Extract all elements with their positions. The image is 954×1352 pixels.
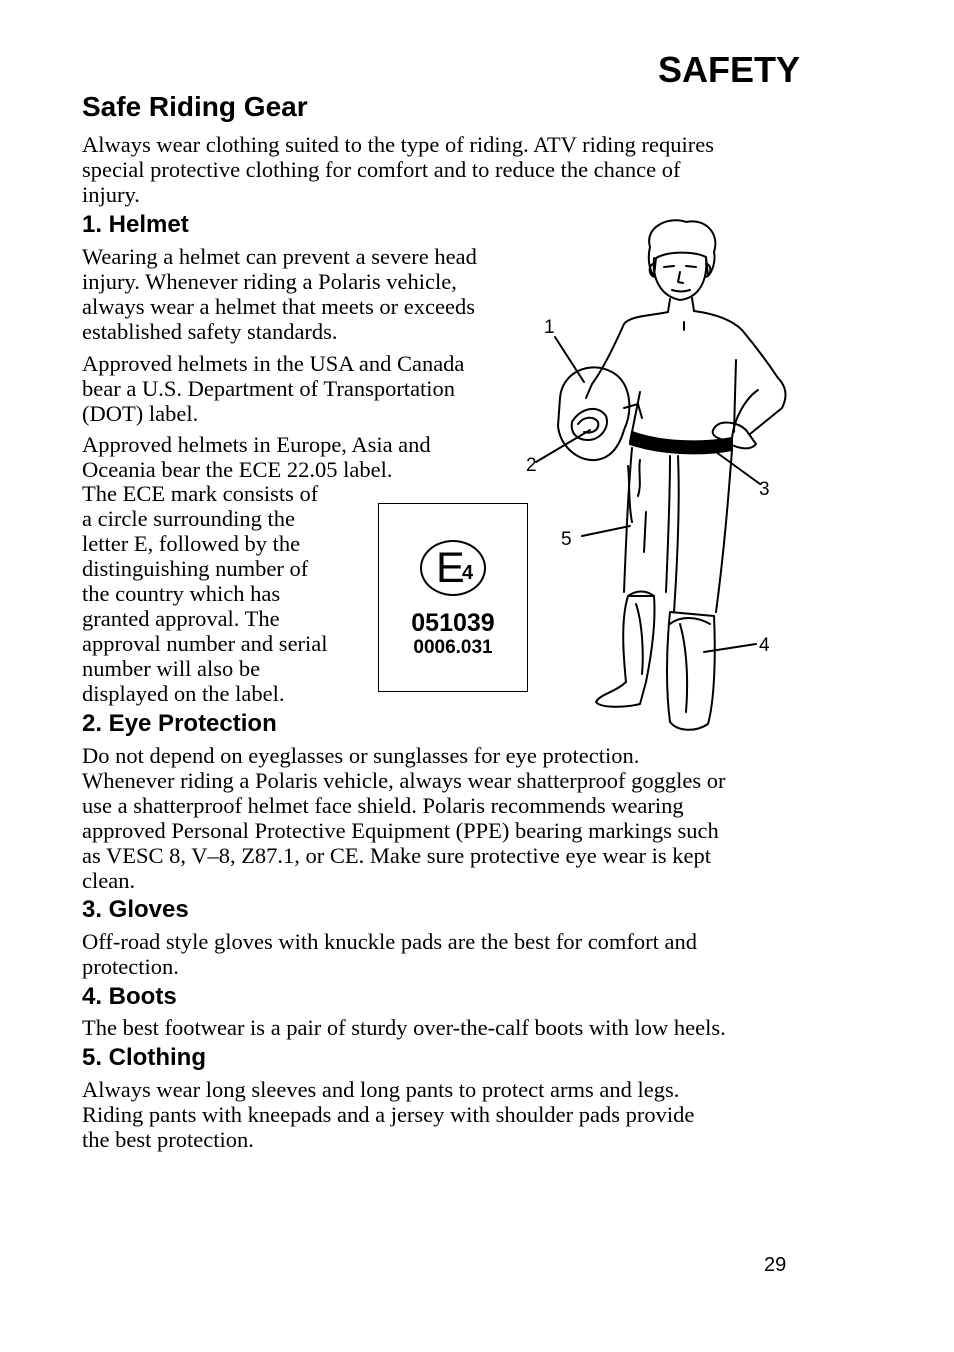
callout-leader-3 <box>716 452 760 484</box>
callout-5: 5 <box>561 529 572 550</box>
helmet-paragraph-4 <box>82 481 328 706</box>
callout-2: 2 <box>526 455 537 476</box>
helmet-line: granted approval. The <box>82 606 280 631</box>
helmet-line: a circle surrounding the <box>82 506 296 531</box>
helmet-paragraph-2 <box>82 351 464 426</box>
ece-label-box <box>378 503 528 692</box>
callout-leader-1 <box>555 337 584 382</box>
helmet-heading: 1. Helmet <box>82 211 189 238</box>
goggles-icon <box>572 409 607 440</box>
eye-line: approved Personal Protective Equipment (PPE) bearing markings such <box>82 818 719 843</box>
gloves-heading: 3. Gloves <box>82 896 189 923</box>
helmet-line: number will also be <box>82 656 261 681</box>
helmet-line: Wearing a helmet can prevent a severe head <box>82 244 477 269</box>
eye-line: Do not depend on eyeglasses or sunglasses for eye protection. <box>82 743 640 768</box>
clothing-line: Riding pants with kneepads and a jersey with shoulder pads provide <box>82 1102 695 1127</box>
ece-country-number: 4 <box>462 562 474 584</box>
eye-protection-heading: 2. Eye Protection <box>82 710 277 737</box>
boot-icon <box>596 596 655 707</box>
helmet-line: Approved helmets in the USA and Canada <box>82 351 465 376</box>
clothing-line: Always wear long sleeves and long pants to protect arms and legs. <box>82 1077 680 1102</box>
callout-1: 1 <box>544 317 555 338</box>
helmet-line: displayed on the label. <box>82 681 285 706</box>
helmet-paragraph-3 <box>82 432 431 482</box>
boots-heading: 4. Boots <box>82 983 177 1010</box>
rider-belt <box>630 432 732 453</box>
rider-face <box>654 258 707 300</box>
gloves-line: protection. <box>82 954 179 979</box>
helmet-paragraph-1 <box>82 244 477 344</box>
helmet-line: injury. Whenever riding a Polaris vehicle, <box>82 269 457 294</box>
helmet-line: established safety standards. <box>82 319 338 344</box>
eye-line: use a shatterproof helmet face shield. Polaris recommends wearing <box>82 793 684 818</box>
callout-leader-5 <box>582 526 630 536</box>
intro-line: special protective clothing for comfort and to reduce the chance of <box>82 157 681 182</box>
boots-line: The best footwear is a pair of sturdy over-the-calf boots with low heels. <box>82 1015 726 1040</box>
callout-leader-4 <box>704 644 756 652</box>
eye-line: as VESC 8, V–8, Z87.1, or CE. Make sure protective eye wear is kept <box>82 843 712 868</box>
eye-line: Whenever riding a Polaris vehicle, always wear shatterproof goggles or <box>82 768 726 793</box>
clothing-heading: 5. Clothing <box>82 1044 206 1071</box>
helmet-line: bear a U.S. Department of Transportation <box>82 376 456 401</box>
helmet-line: Oceania bear the ECE 22.05 label. <box>82 457 393 482</box>
intro-line: Always wear clothing suited to the type of riding. ATV riding requires <box>82 132 714 157</box>
rider-gear-figure <box>520 212 810 740</box>
clothing-line: the best protection. <box>82 1127 254 1152</box>
eye-line: clean. <box>82 868 136 893</box>
ece-mark-letter: E <box>436 544 465 592</box>
helmet-line: always wear a helmet that meets or exceeds <box>82 294 475 319</box>
helmet-line: The ECE mark consists of <box>82 481 319 506</box>
helmet-line: the country which has <box>82 581 281 606</box>
gloves-paragraph <box>82 929 697 979</box>
ece-serial-number: 0006.031 <box>413 637 493 658</box>
helmet-line: approval number and serial <box>82 631 328 656</box>
intro-line: injury. <box>82 182 140 207</box>
gloves-line: Off-road style gloves with knuckle pads are the best for comfort and <box>82 929 698 954</box>
page-number: 29 <box>764 1254 787 1276</box>
page-heading: Safe Riding Gear <box>82 91 308 122</box>
helmet-line: Approved helmets in Europe, Asia and <box>82 432 431 457</box>
helmet-line: (DOT) label. <box>82 401 199 426</box>
helmet-line: distinguishing number of <box>82 556 309 581</box>
callout-4: 4 <box>759 635 770 656</box>
boots-paragraph <box>82 1015 726 1040</box>
intro-paragraph <box>82 132 714 207</box>
clothing-paragraph <box>82 1077 694 1152</box>
callout-3: 3 <box>759 479 770 500</box>
rider-jersey <box>586 312 668 398</box>
eye-protection-paragraph <box>82 743 726 893</box>
boot-icon <box>667 612 715 730</box>
helmet-line: letter E, followed by the <box>82 531 301 556</box>
section-title: SAFETY <box>657 49 800 90</box>
ece-approval-number: 051039 <box>411 609 495 637</box>
